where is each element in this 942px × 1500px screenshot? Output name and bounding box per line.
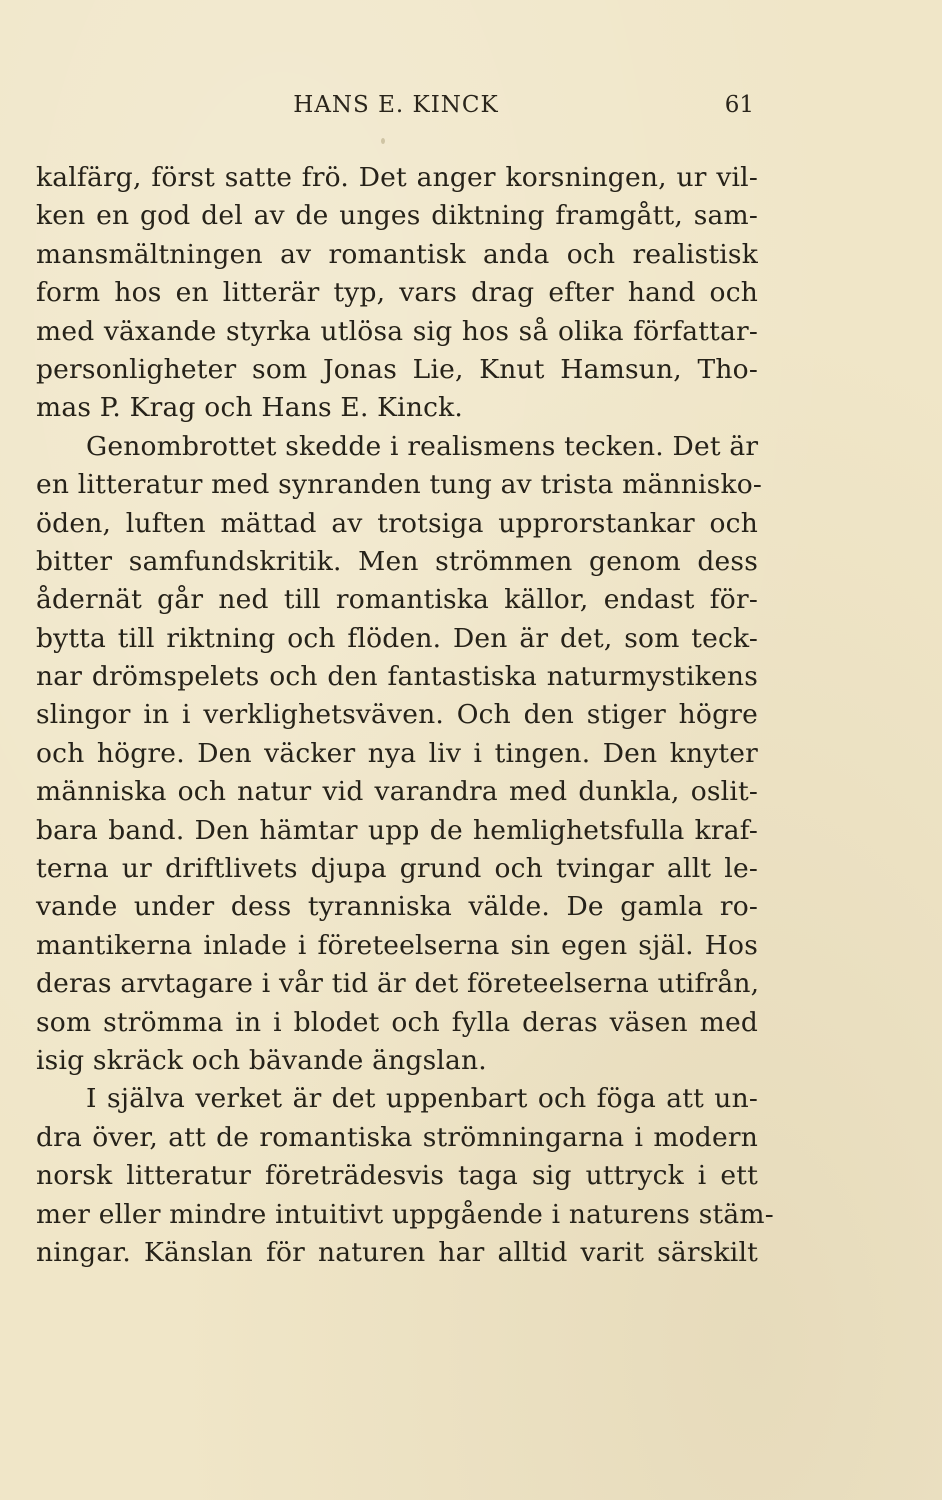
text-line: en litteratur med synranden tung av trista människo- <box>36 469 763 501</box>
text-line: norsk litteratur företrädesvis taga sig uttryck i ett <box>36 1160 758 1192</box>
text-line: människa och natur vid varandra med dunkla, oslit- <box>36 776 758 808</box>
text-line: ådernät går ned till romantiska källor, endast för- <box>36 584 758 616</box>
text-line: bara band. Den hämtar upp de hemlighetsfulla kraf- <box>36 814 758 846</box>
text-line: bytta till riktning och flöden. Den är det, som teck- <box>36 622 758 654</box>
text-line: mantikerna inlade i företeelserna sin egen själ. Hos <box>36 929 758 961</box>
page-number: 61 <box>724 92 754 118</box>
print-speck <box>381 138 385 144</box>
text-line: vande under dess tyranniska välde. De gamla ro- <box>36 891 758 923</box>
text-line: med växande styrka utlösa sig hos så olika författar- <box>36 315 758 347</box>
text-line: som strömma in i blodet och fylla deras väsen med <box>36 1006 758 1038</box>
text-line: kalfärg, först satte frö. Det anger korsningen, ur vil- <box>36 162 758 193</box>
text-line: ken en god del av de unges diktning framgått, sam- <box>36 200 758 232</box>
text-line: öden, luften mättad av trotsiga upprorstankar och <box>36 507 758 539</box>
text-line: terna ur driftlivets djupa grund och tvingar allt le- <box>36 853 758 885</box>
text-line: deras arvtagare i vår tid är det företeelserna utifrån, <box>36 968 760 1000</box>
text-line: nar drömspelets och den fantastiska naturmystikens <box>36 661 758 693</box>
text-line: dra över, att de romantiska strömningarna i modern <box>36 1121 758 1153</box>
running-head: HANS E. KINCK <box>293 92 499 118</box>
text-line: ningar. Känslan för naturen har alltid varit särskilt <box>36 1236 758 1268</box>
text-line: isig skräck och bävande ängslan. <box>36 1044 487 1076</box>
text-line: I själva verket är det uppenbart och föga att un- <box>86 1083 758 1115</box>
page-header <box>38 92 754 128</box>
text-line: form hos en litterär typ, vars drag efter hand och <box>36 277 758 309</box>
text-line: personligheter som Jonas Lie, Knut Hamsun, Tho- <box>36 353 758 385</box>
text-line: slingor in i verklighetsväven. Och den stiger högre <box>36 699 758 731</box>
text-line: och högre. Den väcker nya liv i tingen. Den knyter <box>36 737 758 769</box>
text-line: mansmältningen av romantisk anda och realistisk <box>36 238 758 270</box>
body-text <box>36 159 774 1272</box>
text-line: mer eller mindre intuitivt uppgående i naturens stäm- <box>36 1198 774 1230</box>
text-line: Genombrottet skedde i realismens tecken. Det är <box>86 430 759 462</box>
text-line: mas P. Krag och Hans E. Kinck. <box>36 392 464 424</box>
text-line: bitter samfundskritik. Men strömmen genom dess <box>36 545 758 577</box>
